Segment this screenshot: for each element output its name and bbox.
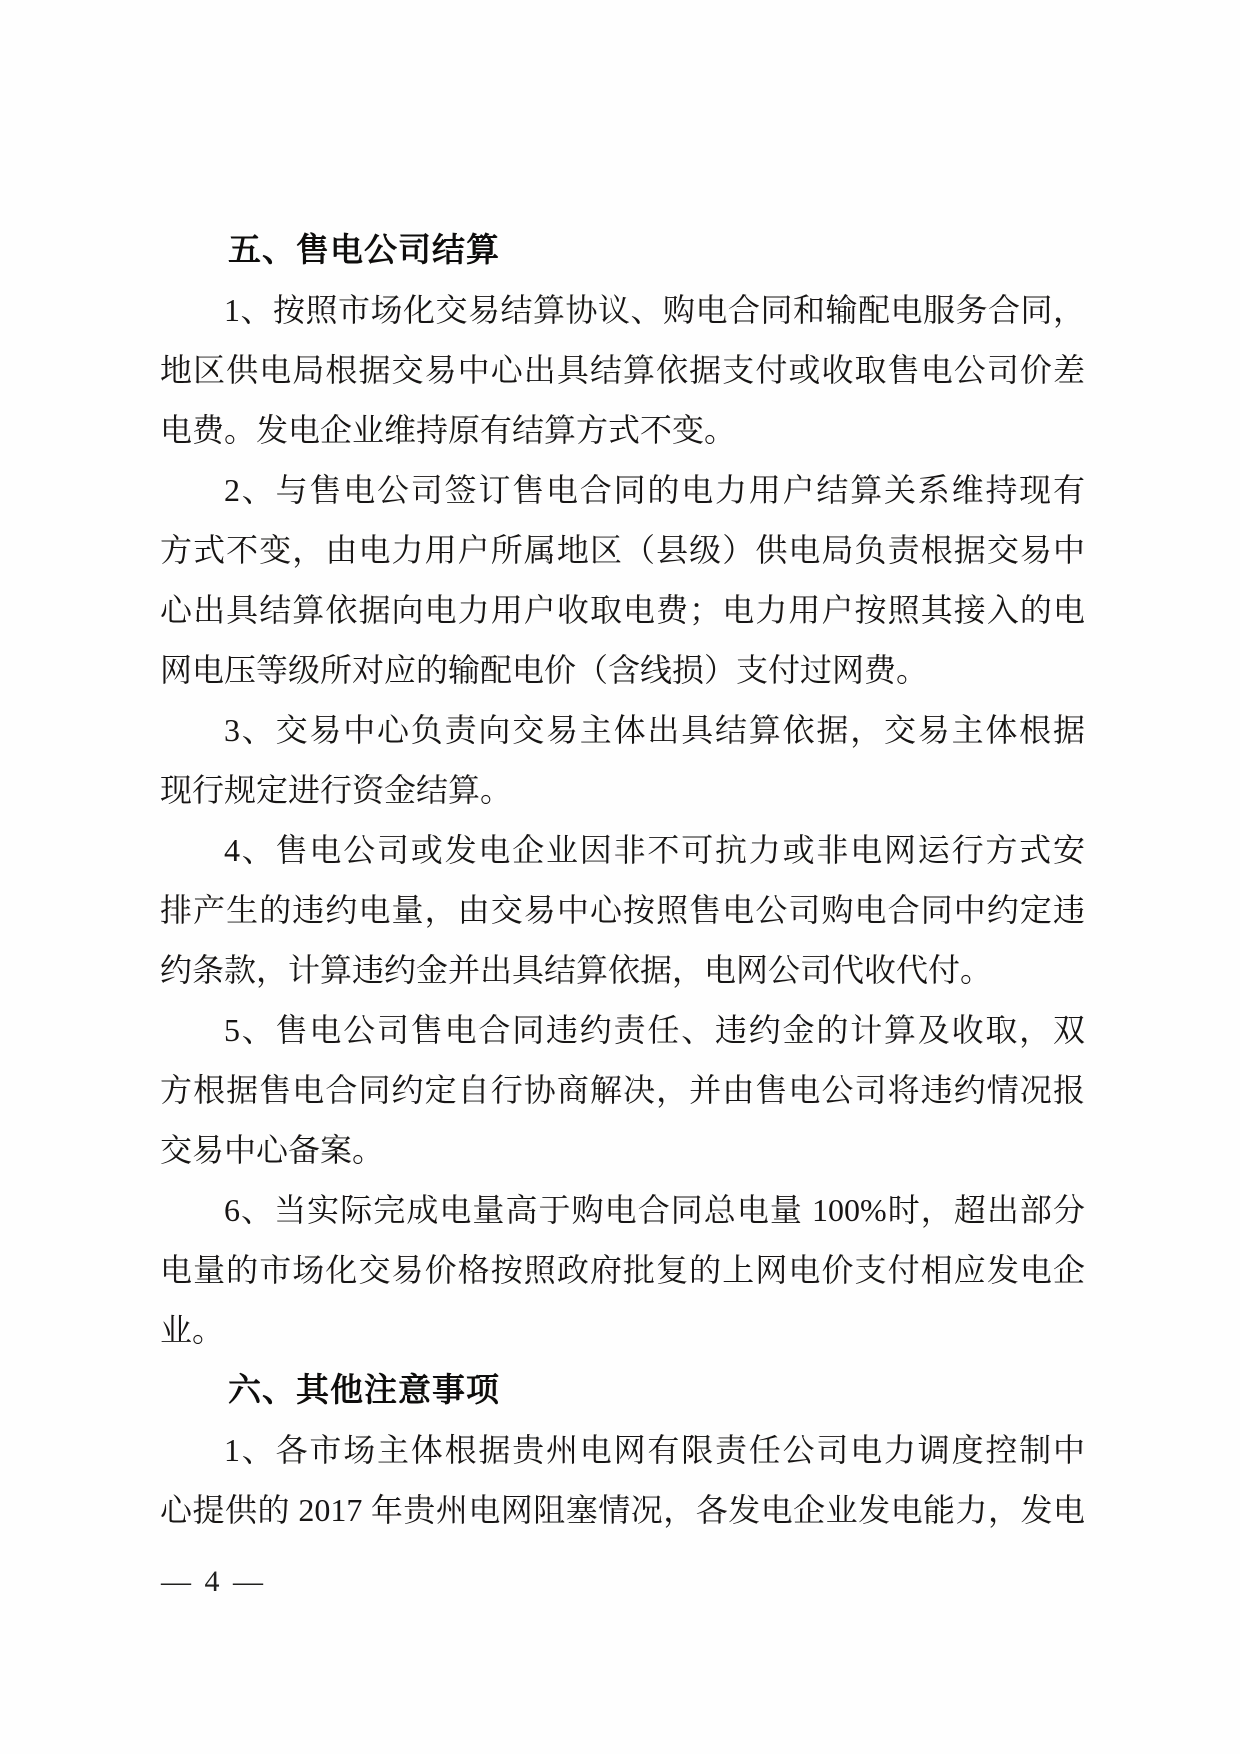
- document-body: [160, 220, 1085, 1540]
- paragraph-line: 方根据售电合同约定自行协商解决，并由售电公司将违约情况报: [160, 1072, 1085, 1108]
- paragraph-line: 方式不变，由电力用户所属地区（县级）供电局负责根据交易中: [160, 532, 1085, 568]
- paragraph-line: 4、售电公司或发电企业因非不可抗力或非电网运行方式安: [224, 832, 1085, 868]
- paragraph-line: 3、交易中心负责向交易主体出具结算依据，交易主体根据: [224, 712, 1085, 748]
- paragraph-line: 地区供电局根据交易中心出具结算依据支付或收取售电公司价差: [160, 352, 1085, 388]
- paragraph-line: 心提供的 2017 年贵州电网阻塞情况，各发电企业发电能力，发电: [160, 1492, 1085, 1528]
- page-number: — 4 —: [161, 1565, 266, 1598]
- paragraph-line: 6、当实际完成电量高于购电合同总电量 100%时，超出部分: [224, 1192, 1085, 1228]
- paragraph-line: 5、售电公司售电合同违约责任、违约金的计算及收取，双: [224, 1012, 1085, 1048]
- paragraph-line: 交易中心备案。: [160, 1132, 385, 1168]
- paragraph-line: 约条款，计算违约金并出具结算依据，电网公司代收代付。: [160, 952, 993, 988]
- paragraph-line: 2、与售电公司签订售电合同的电力用户结算关系维持现有: [224, 472, 1085, 508]
- paragraph-line: 电费。发电企业维持原有结算方式不变。: [160, 412, 737, 448]
- section-heading-5: 五、售电公司结算: [228, 231, 500, 268]
- section-heading-6: 六、其他注意事项: [228, 1371, 500, 1408]
- page-footer: [161, 1558, 266, 1606]
- paragraph-line: 业。: [160, 1312, 225, 1348]
- paragraph-line: 心出具结算依据向电力用户收取电费；电力用户按照其接入的电: [160, 592, 1085, 628]
- paragraph-line: 现行规定进行资金结算。: [160, 772, 513, 808]
- paragraph-line: 1、按照市场化交易结算协议、购电合同和输配电服务合同，: [224, 292, 1085, 328]
- paragraph-line: 1、各市场主体根据贵州电网有限责任公司电力调度控制中: [224, 1432, 1085, 1468]
- paragraph-line: 电量的市场化交易价格按照政府批复的上网电价支付相应发电企: [160, 1252, 1085, 1288]
- paragraph-line: 排产生的违约电量，由交易中心按照售电公司购电合同中约定违: [160, 892, 1085, 928]
- paragraph-line: 网电压等级所对应的输配电价（含线损）支付过网费。: [160, 652, 929, 688]
